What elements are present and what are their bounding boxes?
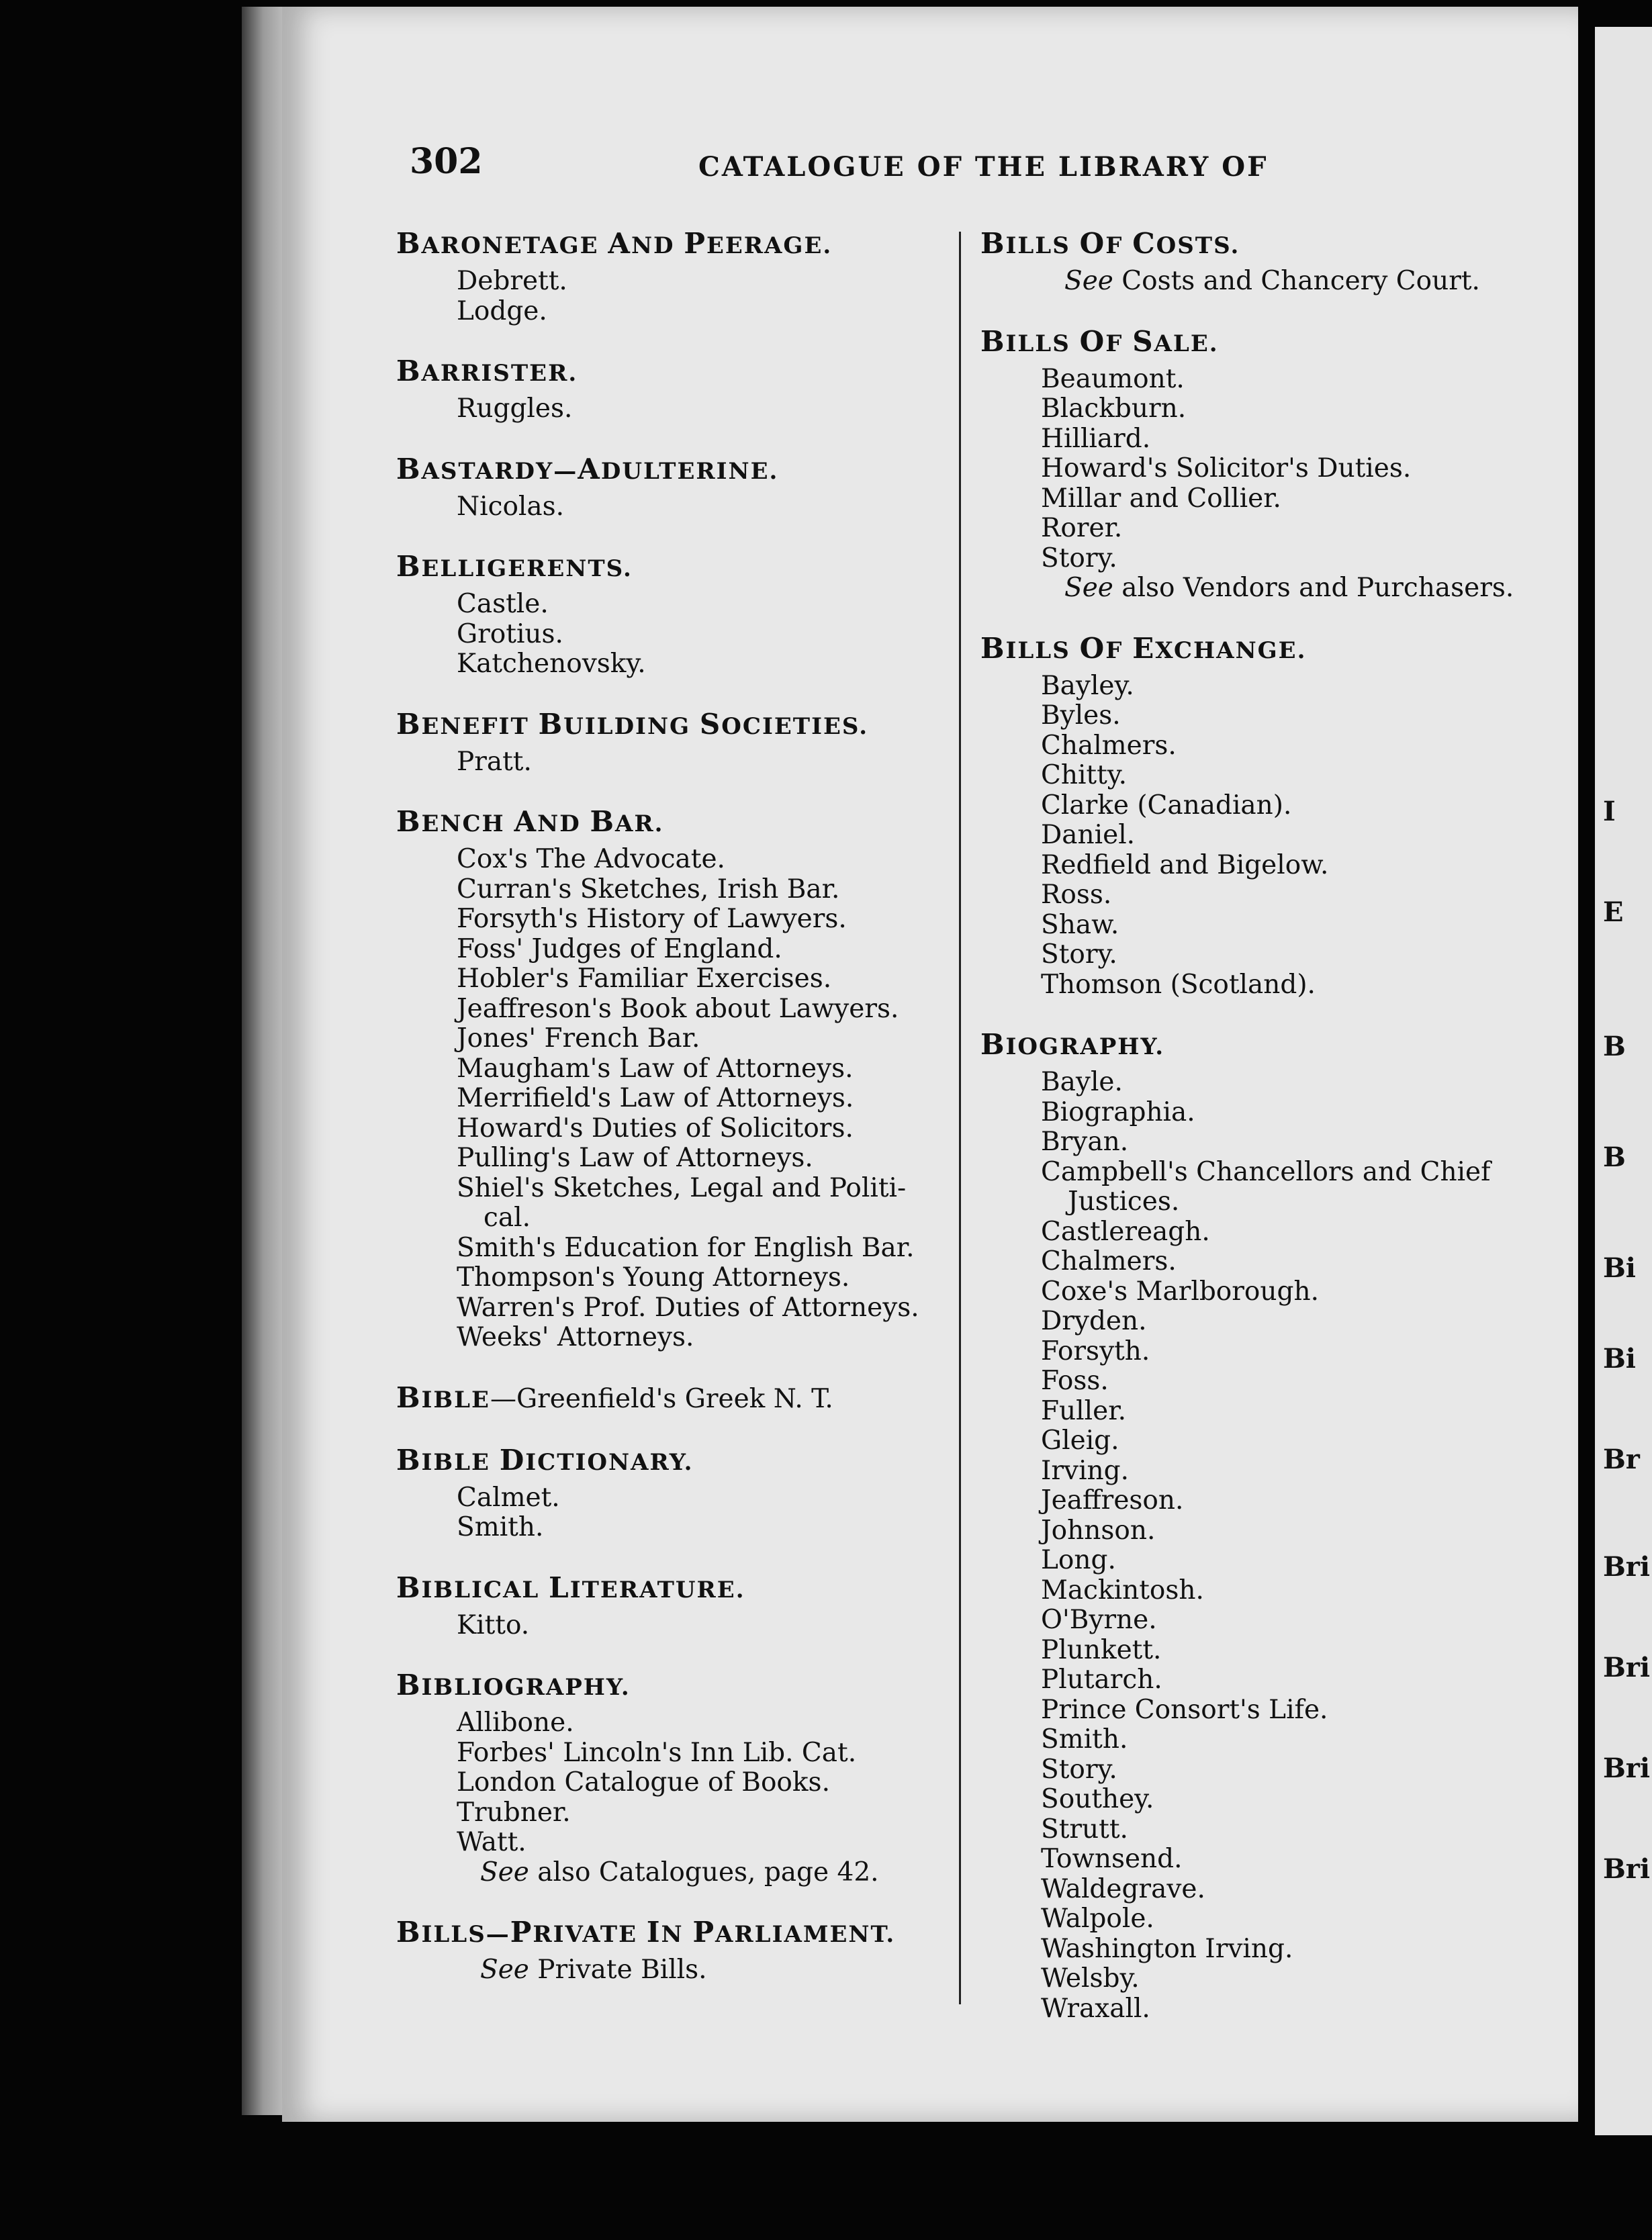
section-inline-heading: BIBLE—Greenfield's Greek N. T.	[396, 1381, 833, 1414]
catalogue-section	[396, 551, 947, 680]
catalogue-entry: Smith.	[1041, 1724, 1128, 1755]
catalogue-entry: Story.	[1041, 1754, 1117, 1785]
catalogue-entry: Shiel's Sketches, Legal and Politi-	[457, 1172, 907, 1203]
catalogue-entry: Strutt.	[1041, 1814, 1128, 1845]
catalogue-page	[282, 7, 1578, 2122]
catalogue-entry: Irving.	[1041, 1455, 1130, 1486]
catalogue-entry: Gleig.	[1041, 1426, 1119, 1456]
catalogue-entry: Debrett.	[457, 266, 567, 296]
catalogue-entry: Shaw.	[1041, 909, 1119, 940]
section-heading: BENEFIT BUILDING SOCIETIES.	[396, 707, 869, 741]
right-column	[980, 228, 1558, 2053]
catalogue-section	[396, 709, 947, 778]
catalogue-entry: O'Byrne.	[1041, 1605, 1157, 1635]
catalogue-entry: Redfield and Bigelow.	[1041, 849, 1329, 880]
next-page-fragment: Bi	[1603, 1343, 1637, 1374]
section-heading: BILLS OF SALE.	[980, 324, 1219, 358]
catalogue-entry: Pratt.	[457, 746, 532, 777]
catalogue-section	[980, 228, 1558, 297]
catalogue-entry: Wraxall.	[1041, 1993, 1150, 2024]
next-page-fragment: Br	[1603, 1444, 1640, 1475]
catalogue-entry: Maugham's Law of Attorneys.	[457, 1053, 854, 1084]
catalogue-entry: Smith.	[457, 1512, 544, 1542]
catalogue-entry: Walpole.	[1041, 1904, 1154, 1934]
section-heading: BARONETAGE AND PEERAGE.	[396, 227, 833, 260]
next-page-fragment: E	[1603, 896, 1624, 928]
catalogue-entry: Washington Irving.	[1041, 1933, 1293, 1964]
section-heading: BIBLICAL LITERATURE.	[396, 1571, 745, 1604]
left-column	[396, 228, 947, 2015]
catalogue-entry: Smith's Education for English Bar.	[457, 1232, 915, 1263]
catalogue-section	[396, 356, 947, 424]
catalogue-entry: Lodge.	[457, 295, 547, 326]
catalogue-entry: cal.	[484, 1203, 531, 1233]
catalogue-entry: Rorer.	[1041, 513, 1123, 543]
next-page-fragment: Bri	[1603, 1551, 1651, 1583]
catalogue-entry: London Catalogue of Books.	[457, 1767, 830, 1798]
catalogue-entry: Hilliard.	[1041, 423, 1151, 454]
catalogue-entry: Prince Consort's Life.	[1041, 1694, 1328, 1725]
catalogue-entry: Jones' French Bar.	[457, 1023, 700, 1054]
catalogue-entry: Howard's Solicitor's Duties.	[1041, 453, 1412, 483]
catalogue-section	[396, 806, 947, 1353]
catalogue-entry: Curran's Sketches, Irish Bar.	[457, 874, 840, 904]
catalogue-entry: Plutarch.	[1041, 1665, 1162, 1695]
section-heading: BELLIGERENTS.	[396, 550, 633, 583]
catalogue-entry: Allibone.	[457, 1708, 574, 1738]
section-heading: BILLS OF EXCHANGE.	[980, 631, 1307, 665]
see-reference: See Private Bills.	[480, 1955, 707, 1985]
catalogue-entry: Bayley.	[1041, 670, 1134, 701]
next-page-fragment: Bri	[1603, 1753, 1651, 1784]
catalogue-entry: Kitto.	[457, 1609, 530, 1640]
catalogue-entry: Foss.	[1041, 1366, 1109, 1396]
catalogue-entry: Katchenovsky.	[457, 649, 646, 679]
catalogue-entry: Southey.	[1041, 1784, 1154, 1814]
catalogue-entry: Castlereagh.	[1041, 1216, 1210, 1247]
catalogue-section	[980, 633, 1558, 1000]
section-heading: BIOGRAPHY.	[980, 1028, 1165, 1061]
catalogue-entry: Byles.	[1041, 700, 1121, 731]
see-reference: See Costs and Chancery Court.	[1064, 266, 1480, 296]
catalogue-section	[396, 1670, 947, 1887]
catalogue-entry: Thompson's Young Attorneys.	[457, 1262, 850, 1293]
catalogue-entry: Jeaffreson.	[1041, 1485, 1184, 1515]
catalogue-entry: Weeks' Attorneys.	[457, 1322, 694, 1352]
catalogue-entry: Justices.	[1068, 1186, 1180, 1217]
catalogue-entry: Johnson.	[1041, 1515, 1156, 1546]
catalogue-entry: Long.	[1041, 1545, 1116, 1575]
catalogue-section	[980, 326, 1558, 604]
catalogue-section	[980, 1029, 1558, 2024]
catalogue-section	[396, 454, 947, 522]
catalogue-entry: Forbes' Lincoln's Inn Lib. Cat.	[457, 1737, 857, 1768]
catalogue-section	[396, 1383, 947, 1415]
catalogue-entry: Chalmers.	[1041, 730, 1177, 761]
catalogue-entry: Fuller.	[1041, 1395, 1126, 1426]
next-page-strip	[1595, 27, 1652, 2135]
catalogue-entry: Chitty.	[1041, 760, 1128, 790]
catalogue-section	[396, 228, 947, 326]
catalogue-entry: Plunkett.	[1041, 1634, 1162, 1665]
catalogue-entry: Campbell's Chancellors and Chief	[1041, 1156, 1491, 1187]
catalogue-entry: Nicolas.	[457, 491, 565, 522]
catalogue-entry: Thomson (Scotland).	[1041, 969, 1316, 1000]
catalogue-entry: Warren's Prof. Duties of Attorneys.	[457, 1292, 919, 1323]
catalogue-entry: Daniel.	[1041, 820, 1136, 850]
catalogue-entry: Ruggles.	[457, 393, 573, 424]
next-page-fragment: B	[1603, 1141, 1626, 1173]
catalogue-entry: Welsby.	[1041, 1963, 1140, 1994]
catalogue-entry: Townsend.	[1041, 1844, 1183, 1874]
catalogue-entry: Foss' Judges of England.	[457, 933, 782, 964]
catalogue-entry: Bayle.	[1041, 1067, 1123, 1097]
catalogue-section	[396, 1917, 947, 1986]
catalogue-entry: Ross.	[1041, 880, 1112, 910]
catalogue-entry: Bryan.	[1041, 1127, 1129, 1157]
catalogue-entry: Trubner.	[457, 1797, 571, 1828]
page-number: 302	[410, 141, 483, 182]
catalogue-entry: Pulling's Law of Attorneys.	[457, 1143, 813, 1173]
section-heading: BILLS—PRIVATE IN PARLIAMENT.	[396, 1916, 896, 1949]
catalogue-entry: Beaumont.	[1041, 363, 1185, 394]
catalogue-section	[396, 1573, 947, 1641]
catalogue-entry: Clarke (Canadian).	[1041, 790, 1292, 821]
next-page-fragment: Bi	[1603, 1252, 1637, 1284]
catalogue-entry: Merrifield's Law of Attorneys.	[457, 1083, 854, 1113]
catalogue-entry: Chalmers.	[1041, 1246, 1177, 1276]
running-head: CATALOGUE OF THE LIBRARY OF	[698, 151, 1269, 183]
catalogue-entry: Forsyth.	[1041, 1336, 1150, 1366]
catalogue-entry: Castle.	[457, 589, 549, 619]
catalogue-entry: Dryden.	[1041, 1306, 1147, 1336]
catalogue-entry: Calmet.	[457, 1482, 560, 1513]
column-rule	[959, 232, 961, 2004]
next-page-fragment: Bri	[1603, 1853, 1651, 1885]
catalogue-entry: Story.	[1041, 543, 1117, 573]
catalogue-entry: Cox's The Advocate.	[457, 844, 725, 874]
catalogue-section	[396, 1445, 947, 1543]
section-heading: BENCH AND BAR.	[396, 805, 664, 838]
section-heading: BIBLIOGRAPHY.	[396, 1669, 631, 1701]
section-heading: BILLS OF COSTS.	[980, 227, 1240, 260]
catalogue-entry: Forsyth's History of Lawyers.	[457, 904, 847, 934]
catalogue-entry: Blackburn.	[1041, 393, 1187, 424]
section-heading: BARRISTER.	[396, 355, 578, 387]
see-reference: See also Vendors and Purchasers.	[1064, 573, 1514, 603]
next-page-fragment: B	[1603, 1031, 1626, 1062]
catalogue-entry: Waldegrave.	[1041, 1873, 1205, 1904]
next-page-fragment: I	[1603, 796, 1616, 827]
catalogue-entry: Watt.	[457, 1827, 526, 1857]
section-heading: BASTARDY—ADULTERINE.	[396, 452, 779, 485]
catalogue-entry: Coxe's Marlborough.	[1041, 1276, 1319, 1307]
section-heading: BIBLE DICTIONARY.	[396, 1443, 694, 1477]
next-page-fragment: Bri	[1603, 1652, 1651, 1683]
catalogue-entry: Biographia.	[1041, 1096, 1195, 1127]
catalogue-entry: Millar and Collier.	[1041, 483, 1281, 514]
catalogue-entry: Jeaffreson's Book about Lawyers.	[457, 993, 899, 1024]
catalogue-entry: Story.	[1041, 939, 1117, 970]
see-reference: See also Catalogues, page 42.	[480, 1857, 879, 1887]
catalogue-entry: Mackintosh.	[1041, 1575, 1204, 1605]
catalogue-entry: Howard's Duties of Solicitors.	[457, 1113, 854, 1144]
catalogue-entry: Grotius.	[457, 618, 563, 649]
catalogue-entry: Hobler's Familiar Exercises.	[457, 964, 832, 994]
